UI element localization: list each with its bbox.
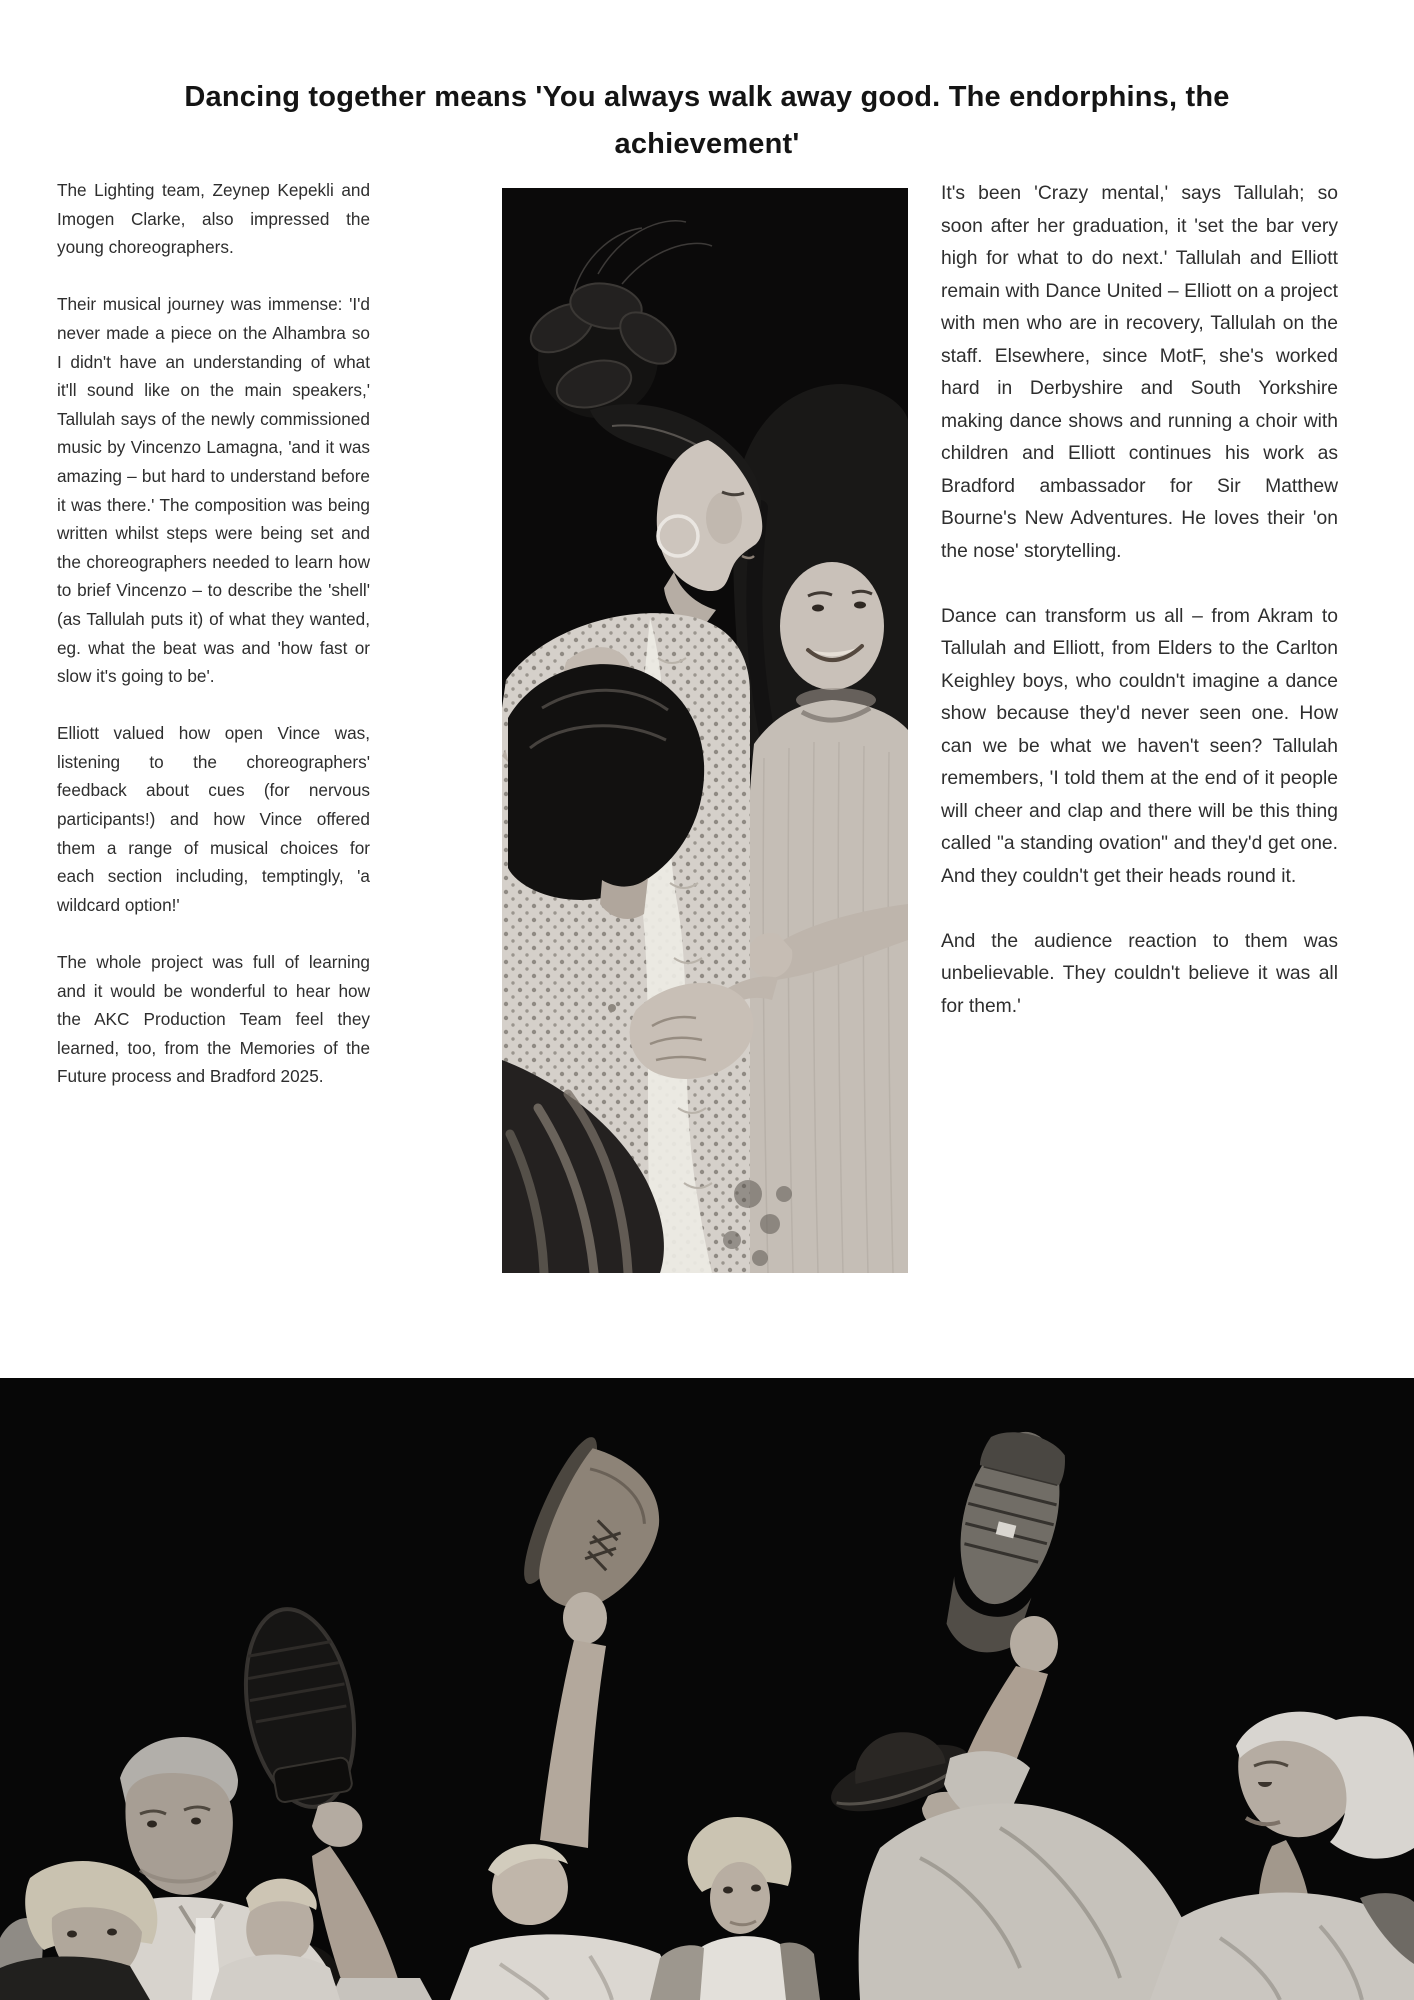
paragraph-whole-project: The whole project was full of learning and it would be wonderful to hear how the AKC Production Team feel they learned, too, from the Memories of the Future process and Bradford 2025. bbox=[57, 952, 370, 1087]
page-title-line-1: Dancing together means 'You always walk away good. The endorphins, the bbox=[184, 81, 1230, 114]
center-photo-illustration bbox=[502, 188, 908, 1273]
left-text-column bbox=[57, 176, 370, 1091]
center-photo bbox=[502, 188, 908, 1273]
paragraph-musical-journey: Their musical journey was immense: 'I'd never made a piece on the Alhambra so I didn't have an understanding of what it'll sound like on the main speakers,' Tallulah says of the newly commissioned music by Vincenzo Lamagna, 'and it was amazing – but hard to understand before it was there.' The composition was being written whilst steps were being set and the choreographers needed to learn how to brief Vincenzo – to describe the 'shell' (as Tallulah puts it) of what they wanted, eg. what the beat was and 'how fast or slow it's going to be'. bbox=[57, 294, 370, 687]
page-title-line-2: achievement' bbox=[614, 128, 800, 161]
paragraph-elliott-vince: Elliott valued how open Vince was, listening to the choreographers' feedback about cues (for nervous participants!) and how Vince offered them a range of musical choices for each section including, temptingly, 'a wildcard option!' bbox=[57, 723, 370, 915]
paragraph-audience-reaction: And the audience reaction to them was unbelievable. They couldn't believe it was all for them.' bbox=[941, 930, 1338, 1017]
bottom-photo-illustration bbox=[0, 1378, 1414, 2000]
page-title bbox=[0, 74, 1414, 168]
bottom-photo bbox=[0, 1378, 1414, 2000]
paragraph-dance-transform: Dance can transform us all – from Akram to Tallulah and Elliott, from Elders to the Carlton Keighley boys, who couldn't imagine a dance show because they'd never seen one. How can we be what we haven't seen? Tallulah remembers, 'I told them at the end of it people will cheer and clap and there will be this thing called "a standing ovation" and they'd get one. And they couldn't get their heads round it. bbox=[941, 605, 1338, 887]
paragraph-lighting-team: The Lighting team, Zeynep Kepekli and Imogen Clarke, also impressed the young choreographers. bbox=[57, 180, 370, 258]
right-text-column bbox=[941, 178, 1338, 1023]
paragraph-crazy-mental: It's been 'Crazy mental,' says Tallulah; so soon after her graduation, it 'set the bar very high for what to do next.' Tallulah and Elliott remain with Dance United – Elliott on a project with men who are in recovery, Tallulah on the staff. Elsewhere, since MotF, she's worked hard in Derbyshire and South Yorkshire making dance shows and running a choir with children and Elliott continues his work as Bradford ambassador for Sir Matthew Bourne's New Adventures. He loves their 'on the nose' storytelling. bbox=[941, 183, 1338, 562]
